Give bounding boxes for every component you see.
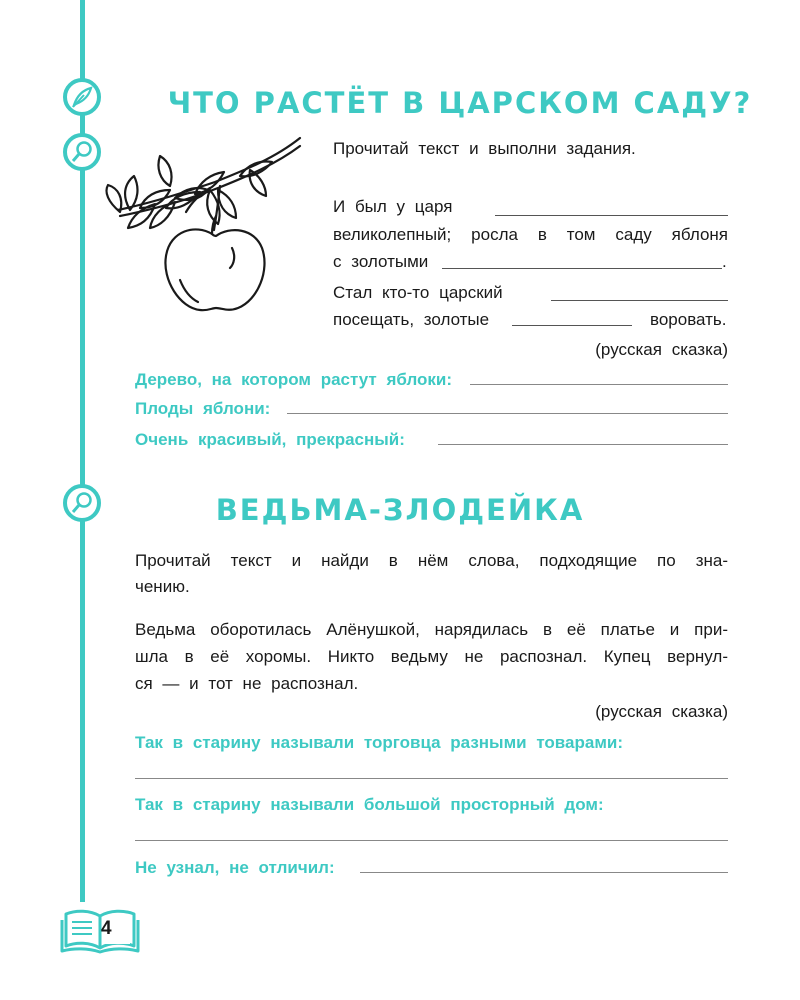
answer-blank[interactable] <box>512 325 632 326</box>
task-label: Плоды яблони: <box>135 399 271 418</box>
period: . <box>722 252 727 271</box>
answer-blank[interactable] <box>360 872 728 873</box>
open-book-icon <box>60 908 140 954</box>
source: (русская сказка) <box>595 340 728 359</box>
apple-branch-illustration <box>100 130 310 330</box>
source: (русская сказка) <box>595 702 728 721</box>
task-label: Так в старину называли торговца разными товарами: <box>135 733 624 752</box>
story-line: великолепный; росла в том саду яблоня <box>333 225 728 244</box>
story-line: ся — и тот не распознал. <box>135 674 359 693</box>
story-line: посещать, золотые <box>333 310 490 329</box>
instruction-line: чению. <box>135 577 190 596</box>
task-label: Так в старину называли большой просторный дом: <box>135 795 604 814</box>
section-title: ЧТО РАСТЁТ В ЦАРСКОМ САДУ? <box>167 86 753 120</box>
story-line: И был у царя <box>333 197 453 216</box>
task-label: Очень красивый, прекрасный: <box>135 430 405 449</box>
story-line: воровать. <box>650 310 727 329</box>
task-label: Дерево, на котором растут яблоки: <box>135 370 453 389</box>
instruction-line: Прочитай текст и найди в нём слова, подходящие по зна- <box>135 551 728 570</box>
story-line: Ведьма оборотилась Алёнушкой, нарядилась в её платье и при- <box>135 620 728 639</box>
story-line: шла в её хоромы. Никто ведьму не распознал. Купец вернул- <box>135 647 728 666</box>
page-number: 4 <box>101 918 112 939</box>
feather-icon <box>63 78 101 116</box>
section-title: ВЕДЬМА-ЗЛОДЕЙКА <box>215 493 585 527</box>
answer-blank[interactable] <box>287 413 728 414</box>
magnifier-icon <box>63 133 101 171</box>
magnifier-icon <box>63 484 101 522</box>
answer-blank[interactable] <box>495 215 728 216</box>
story-line: с золотыми <box>333 252 429 271</box>
story-line: Стал кто-то царский <box>333 283 503 302</box>
answer-blank[interactable] <box>442 268 722 269</box>
answer-blank[interactable] <box>135 778 728 779</box>
instruction: Прочитай текст и выполни задания. <box>333 139 636 158</box>
answer-blank[interactable] <box>135 840 728 841</box>
answer-blank[interactable] <box>470 384 728 385</box>
answer-blank[interactable] <box>438 444 728 445</box>
answer-blank[interactable] <box>551 300 728 301</box>
task-label: Не узнал, не отличил: <box>135 858 335 877</box>
